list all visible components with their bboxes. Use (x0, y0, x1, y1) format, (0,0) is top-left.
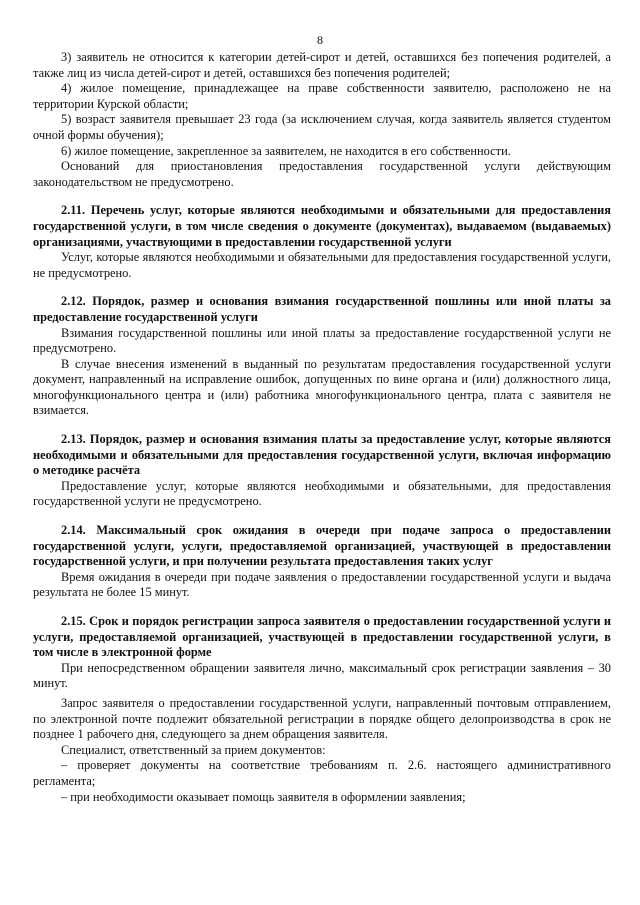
section-heading (33, 432, 611, 479)
body-paragraph: – при необходимости оказывает помощь заявителя в оформлении заявления; (61, 789, 466, 804)
body-paragraph: 6) жилое помещение, закрепленное за заявителем, не находится в его собственности. (61, 143, 511, 158)
section-title: Максимальный срок ожидания в очереди при подаче запроса о предоставлении государственной услуги, услуги, предоставляемой организацией, участвующей в предоставлении государственной услуги, и при получении результата предоставления таких услуг (33, 523, 611, 569)
section-title: Срок и порядок регистрации запроса заявителя о предоставлении государственной услуги и услуги, предоставляемой организацией, участвующей в предоставлении государственной услуги, в том числе в электронной форме (33, 614, 611, 660)
section-number: 2.11. (61, 203, 86, 218)
section-number: 2.14. (61, 523, 86, 538)
body-paragraph: Время ожидания в очереди при подаче заявления о предоставлении государственной услуги и выдача результата не более 15 минут. (33, 569, 611, 600)
section-title: Порядок, размер и основания взимания платы за предоставление услуг, которые являются необходимыми и обязательными для предоставления государственной услуги, включая информацию о методике расчёта (33, 432, 611, 478)
page-number: 8 (317, 33, 323, 47)
body-paragraph: Взимания государственной пошлины или иной платы за предоставление государственной услуги не предусмотрено. (33, 325, 611, 356)
section-title: Порядок, размер и основания взимания государственной пошлины или иной платы за предоставление государственной услуги (33, 294, 611, 324)
section-heading (33, 614, 611, 661)
body-paragraph: Запрос заявителя о предоставлении государственной услуги, направленный почтовым отправлением, по электронной почте подлежит обязательной регистрации в порядке общего делопроизводства в срок не позднее 1 рабочего дня, следующего за днем обращения заявителя. (33, 695, 611, 742)
section-number: 2.12. (61, 294, 86, 309)
body-paragraph: Специалист, ответственный за прием документов: (61, 742, 326, 757)
body-paragraph: Услуг, которые являются необходимыми и обязательными для предоставления государственной услуги, не предусмотрено. (33, 250, 611, 280)
document-body (33, 50, 611, 805)
body-paragraph: – проверяет документы на соответствие требованиям п. 2.6. настоящего административного регламента; (33, 758, 611, 788)
section-heading (33, 203, 611, 250)
body-paragraph: 3) заявитель не относится к категории детей-сирот и детей, оставшихся без попечения родителей, а также лиц из числа детей-сирот и детей, оставшихся без попечения родителей; (33, 50, 611, 80)
body-paragraph: В случае внесения изменений в выданный по результатам предоставления государственной услуги документ, направленный на исправление ошибок, допущенных по вине органа и (или) должностного лица, многофункционального центра и (или) работника многофункционального центра, плата с заявителя не взимается. (33, 356, 611, 418)
section-number: 2.15. (61, 614, 86, 628)
body-paragraph: 5) возраст заявителя превышает 23 года (за исключением случая, когда заявитель является студентом очной формы обучения); (33, 112, 611, 142)
body-paragraph: Предоставление услуг, которые являются необходимыми и обязательными, для предоставления государственной услуги не предусмотрено. (33, 478, 611, 509)
section-heading (33, 294, 611, 325)
section-title: Перечень услуг, которые являются необходимыми и обязательными для предоставления государственной услуги, в том числе сведения о документе (документах), выдаваемом (выдаваемых) организациями, участвующими в предоставлении государственной услуги (33, 203, 611, 249)
body-paragraph: При непосредственном обращении заявителя лично, максимальный срок регистрации заявления – 30 минут. (33, 660, 611, 691)
body-paragraph: 4) жилое помещение, принадлежащее на праве собственности заявителю, расположено не на территории Курской области; (33, 81, 611, 111)
section-heading (33, 523, 611, 570)
section-number: 2.13. (61, 432, 86, 447)
body-paragraph: Оснований для приостановления предоставления государственной услуги действующим законодательством не предусмотрено. (33, 159, 611, 189)
